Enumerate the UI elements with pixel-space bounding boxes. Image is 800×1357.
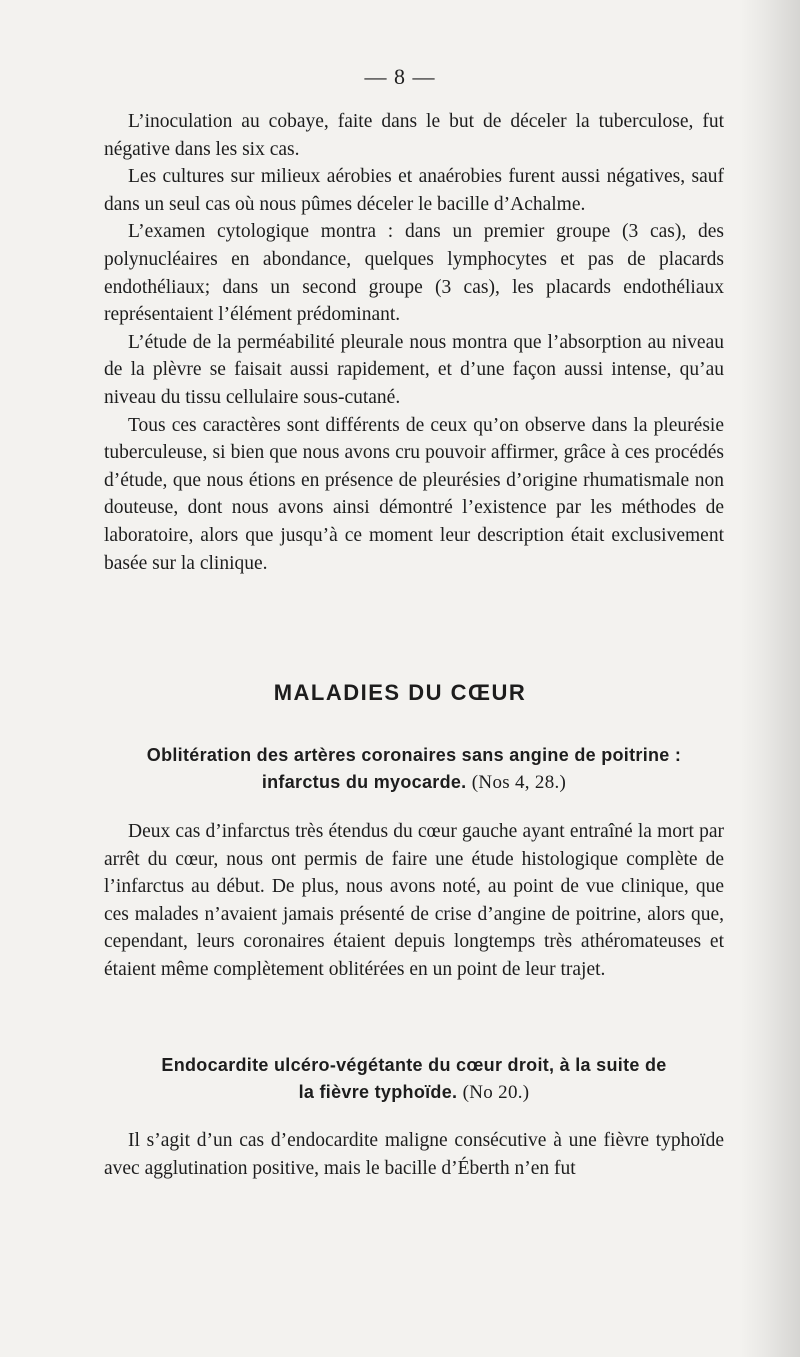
subsection-1-text <box>104 818 724 984</box>
subsection-1-title-line2: infarctus du myocarde. <box>261 772 467 792</box>
subsection-2-reference: (No 20.) <box>462 1082 530 1103</box>
subsection-2-heading <box>104 1052 724 1106</box>
paragraph-inoculation: L’inoculation au cobaye, faite dans le but de déceler la tuberculose, fut négative dans les six cas. <box>104 111 724 160</box>
subsection-1-title-line1: Oblitération des artères coronaires sans angine de poitrine : <box>146 745 682 765</box>
paragraph-endocardite: Il s’agit d’un cas d’endocardite maligne consécutive à une fièvre typhoïde avec agglutination positive, mais le bacille d’Éberth n’en fut <box>104 1130 724 1179</box>
page-edge-shadow <box>740 0 800 1357</box>
subsection-1-heading <box>104 742 724 796</box>
subsection-1-title-line2-wrap <box>104 769 724 796</box>
page-number: — 8 — <box>364 64 436 89</box>
subsection-2-text <box>104 1127 724 1182</box>
subsection-2-title-line2: la fièvre typhoïde. <box>298 1082 458 1102</box>
paragraph-conclusion: Tous ces caractères sont différents de ceux qu’on observe dans la pleurésie tuberculeuse, si bien que nous avons cru pouvoir affirmer, grâce à ces procédés d’étude, que nous étions en présence de pleurésies d’origine rhumatismale non douteuse, dont nous avons ainsi démontré l’existence par les méthodes de laboratoire, alors que jusqu’à ce moment leur description était exclusivement basée sur la clinique. <box>104 414 724 574</box>
subsection-2-title-line1: Endocardite ulcéro-végétante du cœur droit, à la suite de <box>161 1055 667 1075</box>
subsection-1-reference: (Nos 4, 28.) <box>471 772 567 793</box>
section-title: MALADIES DU CŒUR <box>273 680 527 705</box>
paragraph-cytology: L’examen cytologique montra : dans un premier groupe (3 cas), des polynucléaires en abondance, quelques lymphocytes et pas de placards endothéliaux; dans un second groupe (3 cas), les placards endothéliaux représentaient l’élément prédominant. <box>104 221 724 326</box>
paragraph-cultures: Les cultures sur milieux aérobies et anaérobies furent aussi négatives, sauf dans un seul cas où nous pûmes déceler le bacille d’Achalme. <box>104 166 724 215</box>
paragraph-infarctus: Deux cas d’infarctus très étendus du cœur gauche ayant entraîné la mort par arrêt du cœur, nous ont permis de faire une étude histologique complète de l’infarctus au début. De plus, nous avons noté, au point de vue clinique, que ces malades n’avaient jamais présenté de crise d’angine de poitrine, alors que, cependant, leurs coronaires étaient depuis longtemps très athéromateuses et étaient même complètement oblitérées en un point de leur trajet. <box>104 821 724 980</box>
paragraph-permeability: L’étude de la perméabilité pleurale nous montra que l’absorption au niveau de la plèvre se faisait aussi rapidement, et d’une façon aussi intense, qu’au niveau du tissu cellulaire sous-cutané. <box>104 331 724 408</box>
intro-text-block <box>104 108 724 577</box>
subsection-2-title-line2-wrap <box>104 1079 724 1106</box>
